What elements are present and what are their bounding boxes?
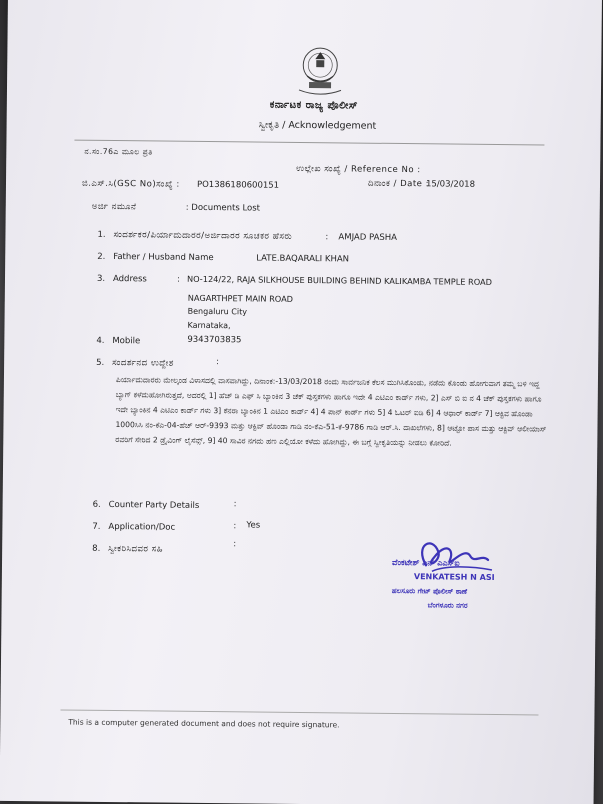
footer-divider	[60, 709, 538, 715]
address-label: Address	[112, 274, 147, 285]
officer-signature-stamp	[374, 535, 515, 616]
address-line-4: Karnataka,	[187, 320, 231, 331]
visitor-name-label: ಸಂದರ್ಶಕರ/ಪಿರ್ಯಾದುದಾರರ/ಅರ್ಜಿದಾರರ ಸೂಚಕರ ಹೆಸರು	[113, 230, 293, 242]
gsc-value: PO1386180600151	[196, 179, 280, 191]
gsc-label: ಜಿ.ಎಸ್.ಸಿ(GSC No)ಸಂಖ್ಯೆ :	[81, 178, 180, 190]
footer-note: This is a computer generated document and does not require signature.	[68, 717, 340, 730]
field-number: 1.	[97, 229, 106, 240]
field-number: 7.	[92, 521, 101, 532]
field-number: 4.	[96, 335, 105, 346]
mobile-label: Mobile	[112, 336, 141, 347]
counter-party-label: Counter Party Details	[108, 499, 200, 511]
stamp-city: ಬೆಂಗಳೂರು ನಗರ	[427, 601, 468, 610]
purpose-label: ಸಂದರ್ಶನದ ಉದ್ದೇಶ	[112, 358, 175, 369]
address-line-1: NO-124/22, RAJA SILKHOUSE BUILDING BEHIND KALIKAMBA TEMPLE ROAD	[186, 273, 493, 287]
field-number: 8.	[92, 543, 101, 554]
subject-value: : Documents Lost	[185, 202, 261, 214]
stamp-line-en: VENKATESH N ASI	[413, 572, 495, 583]
acknowledgement-sheet: ಕರ್ನಾಟಕ ರಾಜ್ಯ ಪೊಲೀಸ್ ಸ್ವೀಕೃತಿ / Acknowledgement ನ.ಸಂ.76ಎ ಮೂಲ ಪ್ರತಿ ಉಲ್ಲೇಖ ಸಂಖ್ಯೆ / Reference No : ಜಿ.ಎಸ್.ಸಿ(GSC No)ಸಂಖ್ಯೆ : PO1386180600151 ದಿನಾಂಕ / Date : 15/03/2018 ಅರ್ಜಿ ನಮೂನೆ : Documents Lost 1. ಸಂದರ್ಶಕರ/ಪಿರ್ಯಾದುದಾರರ/ಅರ್ಜಿದಾರರ ಸೂಚಕರ ಹೆಸರು : AMJAD PASHA 2. Father / Husband Name LATE.BAQARALI KHAN 3. Address : NO-124/22, RAJA SILKHOUSE BUILDING BEHIND KALIKAMBA TEMPLE ROAD NAGARTHPET MAIN ROAD Bengaluru City Karnataka, 4. Mobile 9343703835 5. ಸಂದರ್ಶನದ ಉದ್ದೇಶ : ಪಿರ್ಯಾದುದಾರರು ಮೇಲ್ಕಂಡ ವಿಳಾಸದಲ್ಲಿ ವಾಸವಾಗಿದ್ದು, ದಿನಾಂಕ:-13/03/2018 ರಂದು ಸಾರ್ವಜನಿಕ ಕೆಲಸ ಮುಗಿಸಿಕೊಂಡು, ನಡೆದು ಕೊಂಡು ಹೋಗುವಾಗ ತಮ್ಮ ಬಳಿ ಇದ್ದ ಬ್ಯಾಗ್ ಕಳೆದುಹೋಗಿರುತ್ತದೆ, ಅದರಲ್ಲಿ 1] ಹೆಚ್ ಡಿ ಎಫ್ ಸಿ ಬ್ಯಾಂಕಿನ 3 ಚೆಕ್ ಪುಸ್ತಕಗಳು ಹಾಗೂ ಇದೇ 4 ಎಟಿಎಂ ಕಾರ್ಡ್ ಗಳು, 2] ಎಸ್ ಬಿ ಐ ನ 4 ಚೆಕ್ ಪುಸ್ತಕಗಳು ಹಾಗೂ ಇದೇ ಬ್ಯಾಂಕಿನ 4 ಎಟಿಎಂ ಕಾರ್ಡ್ ಗಳು 3] ಕೆನರಾ ಬ್ಯಾಂಕಿನ 1 ಎಟಿಎಂ ಕಾರ್ಡ್ 4] 4 ಪಾನ್ ಕಾರ್ಡ್ ಗಳು 5] 4 ಓಟರ್ ಐಡಿ 6] 4 ಆಧಾರ್ ಕಾರ್ಡ್ 7] ಆಕ್ಟಿವ ಹೊಂಡಾ 1000ಸಿಸಿ ನಂ-ಕೆಎ-04-ಹೆಚ್ ಆರ್-9393 ಮತ್ತು ಆಕ್ಟಿವ್ ಹೊಂಡಾ ಗಾಡಿ ನಂ-ಕೆಎ-51-ಕೆ-9786 ಗಾಡಿ ಆರ್.ಸಿ. ದಾಖಲೆಗಳು, 8] ಆಟ್ಟೋ ಪಾಸ ಮತ್ತು ಆಕ್ಟಿವ್ ಆಲೀಯಾಸ್ ರವರಿಗೆ ಸೇರಿದ 2 ಡ್ರೈವಿಂಗ್ ಲೈಸೆನ್ಸ್, 9] 40 ಸಾವಿರ ನಗದು ಹಣ ಎಲ್ಲಿಯೋ ಕಳೆದು ಹೋಗಿದ್ದು, ಈ ಬಗ್ಗೆ ಸ್ವೀಕೃತಿಯನ್ನು ನೀಡಲು ಕೋರಿದೆ. 6. Counter Party Details : 7. Application/Doc : Yes 8. ಸ್ವೀಕರಿಸಿದವರ ಸಹಿ : ವೆಂಕಟೇಶ್ ಎನ್ ಎಎಸ್ಐ VENKATESH N ASI ಹಲಸೂರು ಗೇಟ್ ಪೊಲೀಸ್ ಠಾಣೆ ಬೆಂಗಳೂರು ನಗರ This is a computer generated document and does not require signature.	[0, 0, 602, 804]
application-doc-value: Yes	[246, 520, 261, 531]
visitor-name-value: AMJAD PASHA	[338, 232, 398, 243]
subject-label: ಅರ್ಜಿ ನಮೂನೆ	[91, 201, 137, 213]
header-title: ಕರ್ನಾಟಕ ರಾಜ್ಯ ಪೊಲೀಸ್	[269, 99, 359, 112]
receiver-signature-label: ಸ್ವೀಕರಿಸಿದವರ ಸಹಿ	[108, 543, 164, 555]
mobile-value: 9343703835	[187, 334, 242, 346]
date-label: ದಿನಾಂಕ / Date :	[367, 178, 430, 190]
address-line-2: NAGARTHPET MAIN ROAD	[187, 292, 294, 304]
stamp-station: ಹಲಸೂರು ಗೇಟ್ ಪೊಲೀಸ್ ಠಾಣೆ	[391, 586, 468, 596]
form-number: ನ.ಸಂ.76ಎ ಮೂಲ ಪ್ರತಿ	[84, 146, 153, 157]
date-value: 15/03/2018	[425, 179, 476, 190]
reference-label: ಉಲ್ಲೇಖ ಸಂಖ್ಯೆ / Reference No :	[296, 163, 421, 176]
application-doc-label: Application/Doc	[108, 521, 176, 533]
header-subtitle: ಸ್ವೀಕೃತಿ / Acknowledgement	[258, 119, 377, 132]
field-number: 5.	[96, 357, 105, 368]
purpose-description: ಪಿರ್ಯಾದುದಾರರು ಮೇಲ್ಕಂಡ ವಿಳಾಸದಲ್ಲಿ ವಾಸವಾಗಿದ್ದು, ದಿನಾಂಕ:-13/03/2018 ರಂದು ಸಾರ್ವಜನಿಕ ಕೆಲಸ ಮುಗಿಸಿಕೊಂಡು, ನಡೆದು ಕೊಂಡು ಹೋಗುವಾಗ ತಮ್ಮ ಬಳಿ ಇದ್ದ ಬ್ಯಾಗ್ ಕಳೆದುಹೋಗಿರುತ್ತದೆ, ಅದರಲ್ಲಿ 1] ಹೆಚ್ ಡಿ ಎಫ್ ಸಿ ಬ್ಯಾಂಕಿನ 3 ಚೆಕ್ ಪುಸ್ತಕಗಳು ಹಾಗೂ ಇದೇ 4 ಎಟಿಎಂ ಕಾರ್ಡ್ ಗಳು, 2] ಎಸ್ ಬಿ ಐ ನ 4 ಚೆಕ್ ಪುಸ್ತಕಗಳು ಹಾಗೂ ಇದೇ ಬ್ಯಾಂಕಿನ 4 ಎಟಿಎಂ ಕಾರ್ಡ್ ಗಳು 3] ಕೆನರಾ ಬ್ಯಾಂಕಿನ 1 ಎಟಿಎಂ ಕಾರ್ಡ್ 4] 4 ಪಾನ್ ಕಾರ್ಡ್ ಗಳು 5] 4 ಓಟರ್ ಐಡಿ 6] 4 ಆಧಾರ್ ಕಾರ್ಡ್ 7] ಆಕ್ಟಿವ ಹೊಂಡಾ 1000ಸಿಸಿ ನಂ-ಕೆಎ-04-ಹೆಚ್ ಆರ್-9393 ಮತ್ತು ಆಕ್ಟಿವ್ ಹೊಂಡಾ ಗಾಡಿ ನಂ-ಕೆಎ-51-ಕೆ-9786 ಗಾಡಿ ಆರ್.ಸಿ. ದಾಖಲೆಗಳು, 8] ಆಟ್ಟೋ ಪಾಸ ಮತ್ತು ಆಕ್ಟಿವ್ ಆಲೀಯಾಸ್ ರವರಿಗೆ ಸೇರಿದ 2 ಡ್ರೈವಿಂಗ್ ಲೈಸೆನ್ಸ್, 9] 40 ಸಾವಿರ ನಗದು ಹಣ ಎಲ್ಲಿಯೋ ಕಳೆದು ಹೋಗಿದ್ದು, ಈ ಬಗ್ಗೆ ಸ್ವೀಕೃತಿಯನ್ನು ನೀಡಲು ಕೋರಿದೆ.	[115, 375, 547, 448]
field-number: 2.	[97, 251, 106, 262]
stamp-line-kn: ವೆಂಕಟೇಶ್ ಎನ್ ಎಎಸ್ಐ	[392, 557, 460, 568]
field-number: 6.	[92, 499, 101, 510]
header-divider	[74, 140, 544, 146]
father-name-label: Father / Husband Name	[113, 252, 214, 264]
father-name-value: LATE.BAQARALI KHAN	[256, 253, 350, 265]
address-line-3: Bengaluru City	[187, 306, 248, 317]
field-number: 3.	[96, 273, 106, 284]
karnataka-police-emblem-icon	[289, 46, 352, 99]
